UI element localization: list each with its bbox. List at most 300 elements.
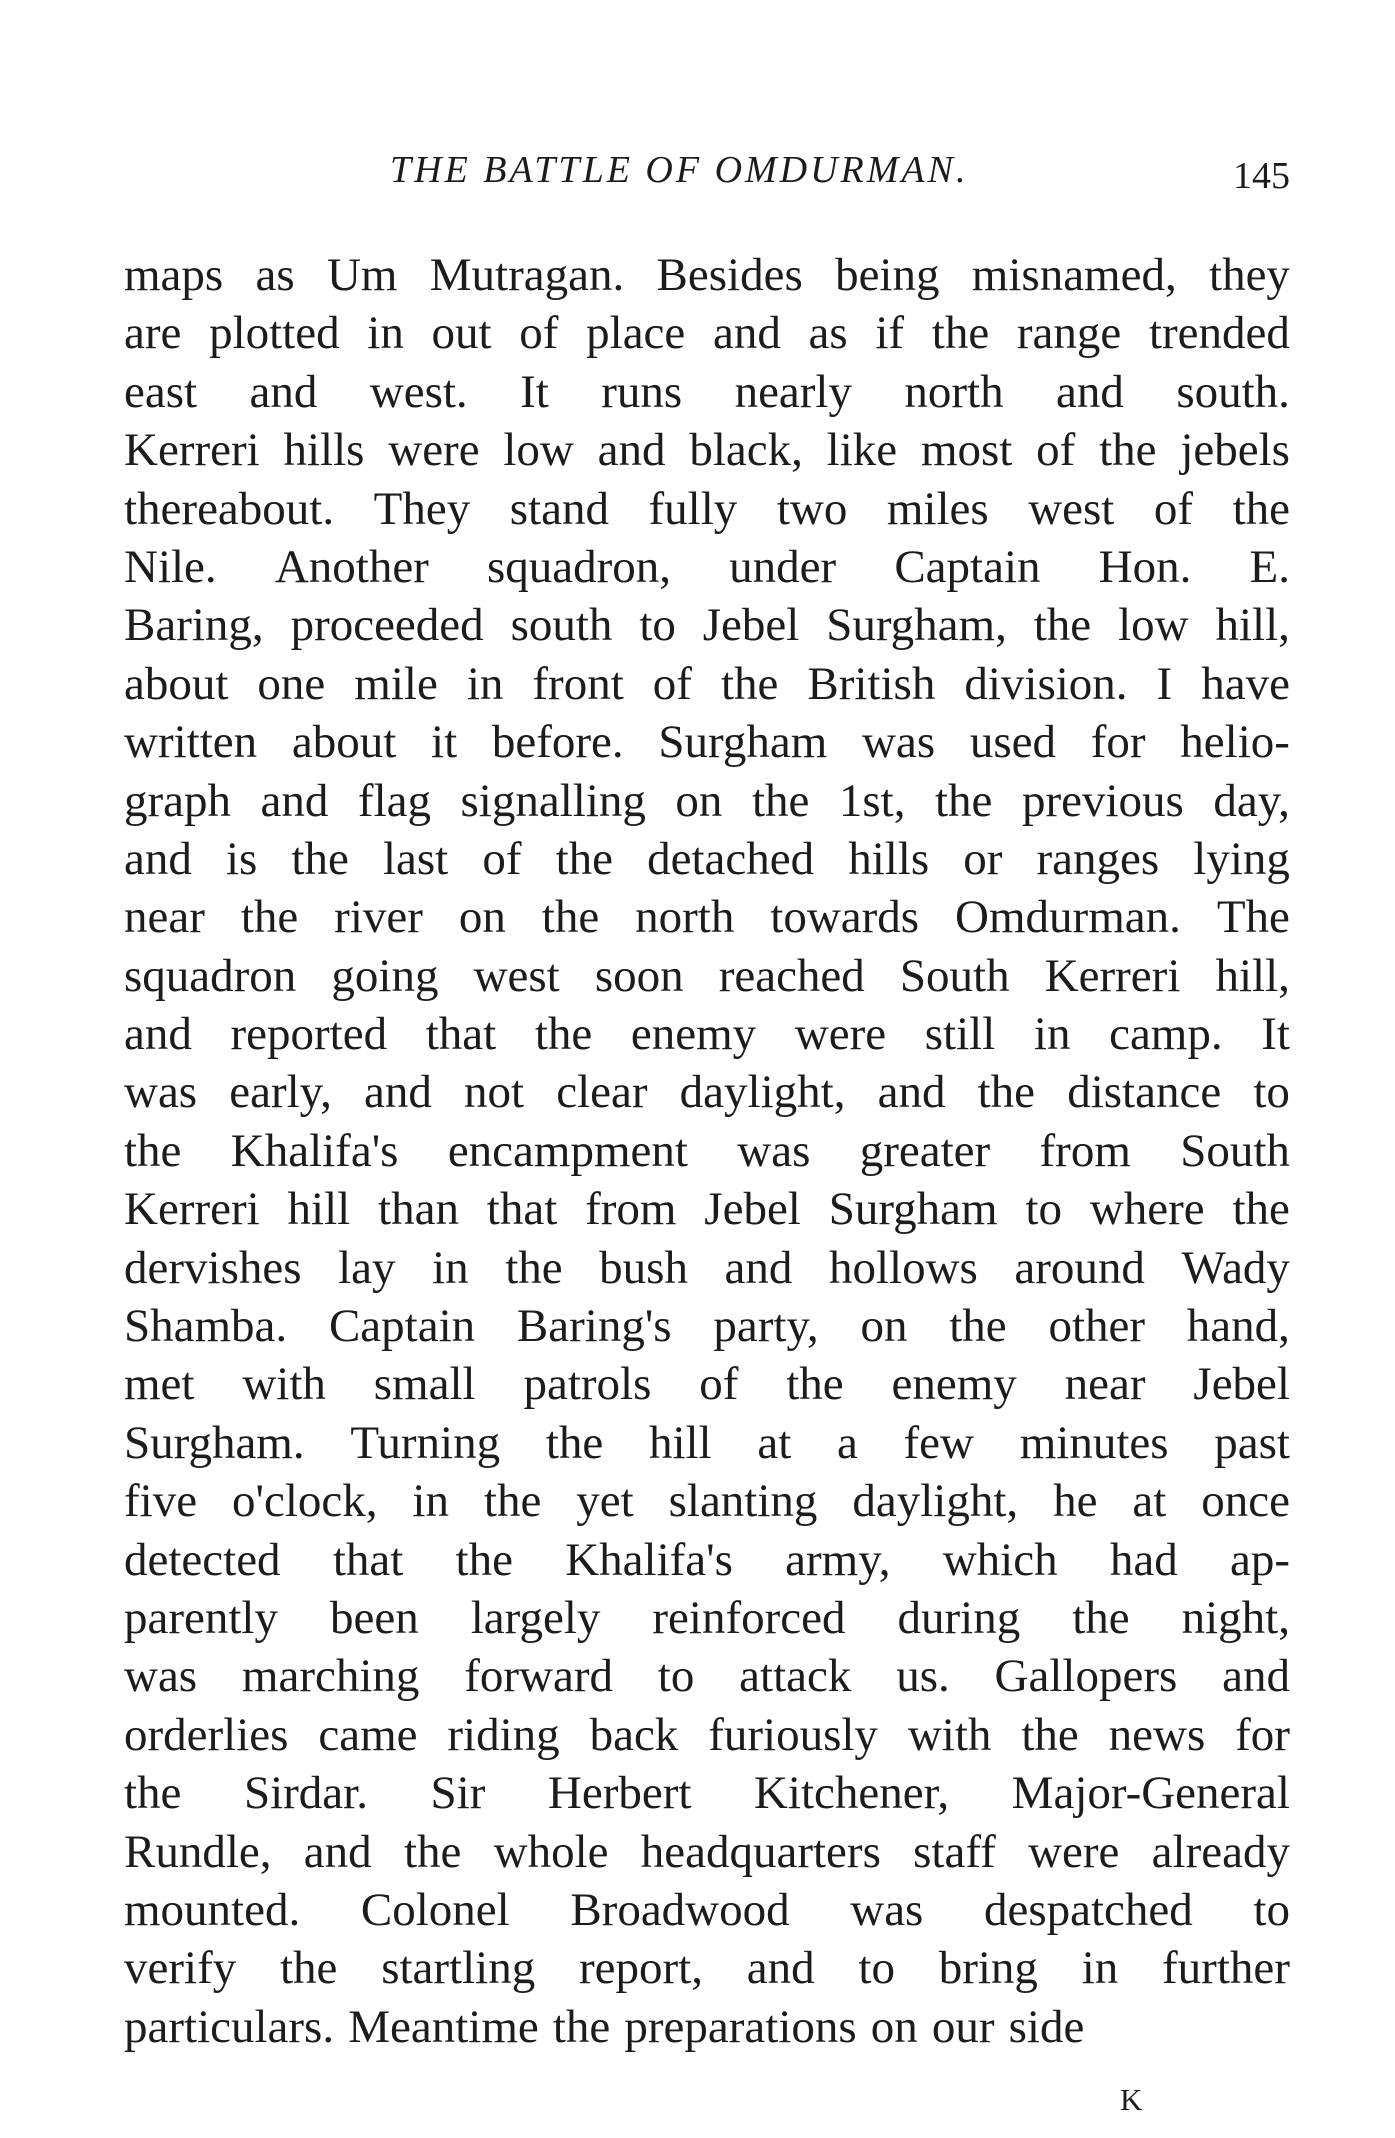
word: Um [326, 249, 398, 301]
word: signalling [460, 774, 646, 827]
word: Another [274, 540, 429, 593]
word: of [482, 832, 522, 885]
word: Jebel [704, 1183, 801, 1236]
word: Surgham [828, 1183, 998, 1236]
word: headquarters [640, 1825, 881, 1878]
word: mile [354, 657, 438, 710]
word: last [382, 832, 449, 885]
text-line [124, 947, 1290, 1005]
word: news [1108, 1708, 1206, 1761]
word: in [1033, 1008, 1071, 1061]
word: army, [785, 1533, 891, 1586]
word: the [1232, 1183, 1290, 1236]
word: to [639, 599, 676, 652]
word: which [942, 1533, 1058, 1586]
word: on [675, 774, 723, 827]
word: soon [594, 949, 684, 1002]
word: detected [124, 1533, 281, 1586]
text-line [124, 1414, 1290, 1472]
word: the [1099, 424, 1157, 477]
text-line [124, 304, 1290, 362]
word: party, [713, 1300, 819, 1353]
word: whole [493, 1825, 609, 1878]
word: met [124, 1358, 195, 1411]
word: Khalifa's [230, 1124, 399, 1177]
word: staff [913, 1825, 996, 1878]
word: flag [357, 774, 431, 827]
word: the [931, 307, 990, 360]
word: reached [718, 949, 865, 1002]
word: South [1180, 1124, 1290, 1177]
word: than [378, 1183, 459, 1236]
word: hills [283, 424, 365, 477]
word: were [1028, 1825, 1120, 1878]
word: were [388, 424, 480, 477]
word: that [486, 1183, 558, 1236]
word: forward [464, 1650, 613, 1703]
word: it [431, 716, 458, 769]
word: in [412, 1475, 449, 1528]
word: and [724, 1241, 793, 1294]
word: as [808, 307, 848, 360]
word: near [1064, 1358, 1146, 1411]
word: and [712, 307, 781, 360]
word: and [597, 424, 666, 477]
word: distance [1067, 1066, 1222, 1119]
word: Rundle, [124, 1825, 272, 1878]
word: maps [124, 249, 224, 301]
word: orderlies [124, 1708, 289, 1761]
text-line [124, 1881, 1290, 1939]
word: black, [689, 424, 803, 477]
word: enemy [891, 1358, 1017, 1411]
word: report, [579, 1942, 703, 1995]
word: in [1081, 1942, 1119, 1995]
word: daylight, [852, 1475, 1019, 1528]
word: Shamba. [124, 1300, 288, 1353]
word: parently [124, 1591, 278, 1644]
text-line [124, 246, 1290, 304]
body-text [124, 246, 1290, 2056]
word: to [1253, 1883, 1290, 1936]
word: that [332, 1533, 404, 1586]
word: hill [648, 1416, 712, 1469]
word: Herbert [547, 1767, 692, 1820]
word: written [124, 716, 258, 769]
word: was [862, 716, 936, 769]
word: Nile. [124, 540, 217, 593]
word: low [1118, 599, 1189, 652]
text-line [124, 1180, 1290, 1238]
word: other [1048, 1300, 1146, 1353]
word: east [124, 365, 198, 418]
word: that [425, 1008, 497, 1061]
word: jebels [1180, 424, 1290, 477]
word: is [225, 832, 258, 885]
word: near [124, 891, 205, 944]
word: minutes [1019, 1416, 1169, 1469]
text-line [124, 830, 1290, 888]
word: to [657, 1650, 695, 1703]
word: towards [770, 891, 920, 944]
text-line [124, 1939, 1290, 1997]
word: with [907, 1708, 992, 1761]
word: patrols [523, 1358, 652, 1411]
word: used [969, 716, 1056, 769]
word: the [124, 1767, 182, 1820]
word: Gallopers [994, 1650, 1178, 1703]
word: Sirdar. [243, 1767, 368, 1820]
word: lying [1193, 832, 1290, 885]
text-line [124, 1998, 1290, 2056]
running-head [120, 142, 1290, 202]
word: encampment [447, 1124, 688, 1177]
word: the [483, 1475, 542, 1528]
text-line [124, 1005, 1290, 1063]
word: clear [556, 1066, 648, 1119]
word: Surgham. [124, 1416, 305, 1469]
word: like [826, 424, 898, 477]
word: Mutragan. [429, 249, 625, 301]
word: Turning [350, 1416, 501, 1469]
word: low [503, 424, 574, 477]
word: in [466, 657, 504, 710]
word: west [1028, 482, 1115, 535]
word: lay [338, 1241, 396, 1294]
word: north [904, 365, 1004, 418]
word: night, [1181, 1591, 1290, 1644]
word: bush [599, 1241, 688, 1294]
word: squadron, [486, 540, 672, 593]
word: proceeded [290, 599, 484, 652]
word: the [786, 1358, 844, 1411]
word: the [455, 1533, 513, 1586]
word: and [249, 365, 318, 418]
word: South [899, 949, 1010, 1002]
word: to [1253, 1066, 1290, 1119]
text-line [124, 538, 1290, 596]
word: of [652, 657, 692, 710]
word: two [776, 482, 848, 535]
text-line [124, 1706, 1290, 1764]
signature-mark: K [1120, 2082, 1144, 2117]
word: the [935, 774, 993, 827]
word: Sir [430, 1767, 486, 1820]
word: they [1209, 249, 1290, 301]
word: the [720, 657, 779, 710]
text-line [124, 1764, 1290, 1822]
word: place [586, 307, 686, 360]
word: at [757, 1416, 792, 1469]
word: preparations [624, 2000, 857, 2053]
word: the [240, 891, 299, 944]
word: plotted [209, 307, 340, 360]
word: in [432, 1241, 469, 1294]
word: greater [859, 1124, 991, 1177]
word: for [1235, 1708, 1290, 1761]
word: slanting [668, 1475, 818, 1528]
text-line [124, 1297, 1290, 1355]
word: north [635, 891, 735, 944]
word: from [585, 1183, 677, 1236]
text-line [124, 1589, 1290, 1647]
word: and [124, 832, 192, 885]
word: Kerreri [124, 424, 260, 477]
word: Surgham, [826, 599, 1007, 652]
word: verify [124, 1942, 237, 1995]
text-line [124, 1647, 1290, 1705]
word: came [318, 1708, 418, 1761]
word: particulars. [124, 2000, 335, 2053]
text-line [124, 1823, 1290, 1881]
word: river [334, 891, 423, 944]
word: Kerreri [124, 1183, 260, 1236]
chapter-title: THE BATTLE OF OMDURMAN. [390, 149, 969, 191]
word: on [870, 2000, 918, 2053]
word: the [751, 774, 810, 827]
word: Captain [894, 540, 1041, 593]
word: as [255, 249, 295, 301]
word: nearly [734, 365, 852, 418]
word: and [746, 1942, 815, 1995]
word: with [242, 1358, 326, 1411]
word: hill [287, 1183, 351, 1236]
word: thereabout. [124, 482, 335, 535]
word: the [280, 1942, 338, 1995]
word: about [291, 716, 397, 769]
word: are [124, 307, 182, 360]
word: us. [896, 1650, 950, 1703]
word: to [1025, 1183, 1062, 1236]
word: on [860, 1300, 908, 1353]
word: The [1216, 891, 1290, 944]
text-line [124, 713, 1290, 771]
word: o'clock, [232, 1475, 378, 1528]
word: was [124, 1066, 198, 1119]
word: Major-General [1011, 1767, 1290, 1820]
text-line [124, 421, 1290, 479]
word: hand, [1186, 1300, 1290, 1353]
word: a [836, 1416, 858, 1469]
word: south [510, 599, 613, 652]
word: not [464, 1066, 525, 1119]
word: was [124, 1650, 198, 1703]
text-line [124, 772, 1290, 830]
word: and [1056, 365, 1124, 418]
word: range [1016, 307, 1122, 360]
word: during [897, 1591, 1021, 1644]
word: 1st, [838, 774, 906, 827]
word: he [1053, 1475, 1098, 1528]
word: camp. [1109, 1008, 1223, 1061]
word: hills [848, 832, 930, 885]
word: where [1089, 1183, 1205, 1236]
word: reinforced [652, 1591, 846, 1644]
word: were [794, 1008, 887, 1061]
word: Omdurman. [955, 891, 1181, 944]
word: largely [470, 1591, 601, 1644]
word: E. [1249, 540, 1290, 593]
word: of [699, 1358, 739, 1411]
word: the [1232, 482, 1290, 535]
text-line [124, 888, 1290, 946]
word: division. [964, 657, 1128, 710]
word: hill, [1215, 599, 1290, 652]
word: Jebel [1193, 1358, 1290, 1411]
text-line [124, 655, 1290, 713]
word: the [124, 1124, 182, 1177]
word: the [552, 2000, 611, 2053]
word: and [1222, 1650, 1290, 1703]
word: miles [886, 482, 989, 535]
text-line [124, 1531, 1290, 1589]
word: west. [369, 365, 468, 418]
word: the [291, 832, 349, 885]
word: the [534, 1008, 593, 1061]
word: the [505, 1241, 563, 1294]
word: marching [241, 1650, 420, 1703]
word: furiously [708, 1708, 878, 1761]
word: misnamed, [971, 249, 1177, 301]
word: detached [647, 832, 815, 885]
word: Captain [328, 1300, 476, 1353]
text-line [124, 1239, 1290, 1297]
text-line [124, 480, 1290, 538]
word: ap- [1229, 1533, 1290, 1586]
word: bring [938, 1942, 1038, 1995]
word: to [858, 1942, 895, 1995]
word: and [124, 1008, 192, 1061]
word: out [431, 307, 492, 360]
word: from [1039, 1124, 1131, 1177]
word: the [541, 891, 600, 944]
word: day, [1213, 774, 1290, 827]
word: helio- [1180, 716, 1290, 769]
word: small [373, 1358, 476, 1411]
word: fully [648, 482, 738, 535]
word: daylight, [679, 1066, 846, 1119]
word: hill, [1215, 949, 1290, 1002]
word: the [1072, 1591, 1130, 1644]
word: Broadwood [570, 1883, 790, 1936]
word: early, [229, 1066, 332, 1119]
word: Kerreri [1044, 949, 1181, 1002]
word: had [1109, 1533, 1178, 1586]
word: west [473, 949, 560, 1002]
word: and [260, 774, 329, 827]
word: in [367, 307, 404, 360]
word: Surgham [658, 716, 828, 769]
word: yet [576, 1475, 634, 1528]
word: back [589, 1708, 679, 1761]
word: south. [1176, 365, 1290, 418]
word: going [331, 949, 439, 1002]
word: around [1014, 1241, 1145, 1294]
text-line [124, 363, 1290, 421]
word: despatched [983, 1883, 1193, 1936]
word: the [545, 1416, 604, 1469]
word: the [949, 1300, 1007, 1353]
word: of [519, 307, 559, 360]
text-line [124, 596, 1290, 654]
word: Besides [656, 249, 803, 301]
word: Kitchener, [753, 1767, 950, 1820]
word: one [257, 657, 326, 710]
word: and [303, 1825, 372, 1878]
word: Baring, [124, 599, 264, 652]
word: at [1132, 1475, 1167, 1528]
word: British [807, 657, 936, 710]
word: already [1151, 1825, 1290, 1878]
word: once [1201, 1475, 1290, 1528]
word: dervishes [124, 1241, 302, 1294]
word: Khalifa's [565, 1533, 733, 1586]
word: being [835, 249, 940, 301]
text-line [124, 1122, 1290, 1180]
word: of [1036, 424, 1076, 477]
word: the [1021, 1708, 1079, 1761]
word: runs [601, 365, 683, 418]
word: and [364, 1066, 432, 1119]
word: and [877, 1066, 946, 1119]
word: front [532, 657, 624, 710]
word: stand [509, 482, 609, 535]
word: trended [1148, 307, 1290, 360]
word: have [1201, 657, 1290, 710]
word: further [1162, 1942, 1290, 1995]
word: Wady [1181, 1241, 1290, 1294]
word: for [1090, 716, 1146, 769]
word: hollows [828, 1241, 978, 1294]
text-line [124, 1472, 1290, 1530]
word: Meantime [348, 2000, 539, 2053]
word: I [1156, 657, 1173, 710]
word: graph [124, 774, 232, 827]
word: Baring's [516, 1300, 672, 1353]
word: enemy [630, 1008, 757, 1061]
word: our [931, 2000, 995, 2053]
word: reported [230, 1008, 388, 1061]
word: side [1008, 2000, 1085, 2053]
word: on [458, 891, 506, 944]
word: past [1214, 1416, 1290, 1469]
word: squadron [124, 949, 297, 1002]
word: the [555, 832, 613, 885]
word: ranges [1036, 832, 1160, 885]
word: five [124, 1475, 198, 1528]
word: attack [739, 1650, 852, 1703]
text-line [124, 1355, 1290, 1413]
word: about [124, 657, 229, 710]
word: Hon. [1098, 540, 1192, 593]
word: if [875, 307, 905, 360]
word: It [1261, 1008, 1290, 1061]
word: still [924, 1008, 996, 1061]
word: been [330, 1591, 419, 1644]
word: or [963, 832, 1003, 885]
text-line [124, 1063, 1290, 1121]
word: It [520, 365, 549, 418]
word: mounted. [124, 1883, 301, 1936]
word: was [737, 1124, 811, 1177]
word: startling [381, 1942, 536, 1995]
word: previous [1021, 774, 1184, 827]
word: the [403, 1825, 462, 1878]
word: They [373, 482, 471, 535]
word: riding [447, 1708, 560, 1761]
word: of [1153, 482, 1194, 535]
page-number: 145 [1233, 155, 1290, 197]
